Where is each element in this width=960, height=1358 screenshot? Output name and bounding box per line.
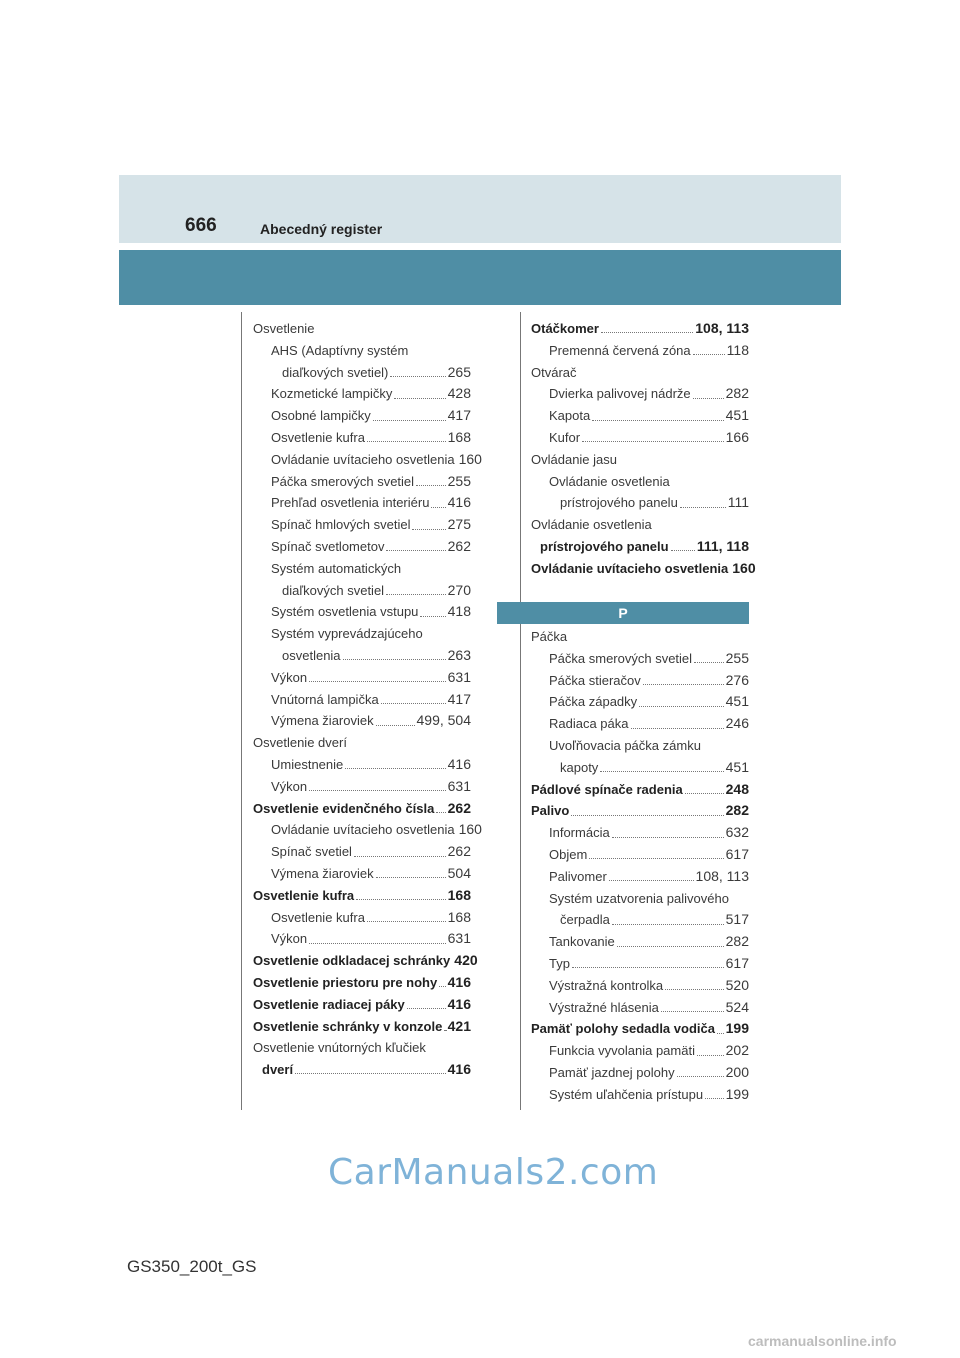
- index-entry-text: prístrojového panelu: [560, 495, 678, 511]
- index-entry-page[interactable]: 416: [447, 973, 471, 990]
- index-entry-page[interactable]: 282: [725, 385, 749, 402]
- index-entry-text: Palivo: [531, 803, 570, 819]
- index-entry: [531, 626, 749, 648]
- index-entry-page[interactable]: 108, 113: [695, 867, 749, 884]
- index-entry: [531, 1062, 749, 1084]
- index-entry: [253, 558, 471, 580]
- index-entry-page[interactable]: 248: [725, 780, 749, 797]
- dot-leader: [617, 946, 724, 947]
- dot-leader: [661, 1011, 724, 1012]
- index-entry-text: Objem: [549, 846, 588, 862]
- left-column-rule: [241, 312, 242, 1110]
- section-letter-bar: P: [497, 602, 749, 624]
- dot-leader: [412, 529, 445, 530]
- index-entry: [253, 907, 471, 929]
- index-entry-page[interactable]: 416: [447, 494, 471, 511]
- dot-leader: [309, 943, 446, 944]
- dot-leader: [572, 967, 724, 968]
- index-entry-text: Páčka: [531, 629, 568, 644]
- index-entry-page[interactable]: 420: [454, 952, 478, 969]
- dot-leader: [717, 1033, 724, 1034]
- index-entry-page[interactable]: 632: [725, 824, 749, 841]
- index-entry: [253, 841, 471, 863]
- right-index-column-bottom: [531, 626, 749, 1106]
- index-entry-text: Palivomer: [549, 868, 607, 884]
- index-entry-text: Osobné lampičky: [271, 408, 371, 424]
- dot-leader: [609, 880, 694, 881]
- dot-leader: [407, 1008, 446, 1009]
- index-entry-text: Systém uzatvorenia palivového: [549, 890, 729, 906]
- index-entry-text: Funkcia vyvolania pamäti: [549, 1043, 695, 1059]
- index-entry-text: Kufor: [549, 429, 581, 445]
- index-entry-text: Tankovanie: [549, 934, 615, 950]
- index-entry-page[interactable]: 202: [725, 1042, 749, 1059]
- index-entry-text: Systém automatických: [271, 560, 402, 576]
- watermark-text: CarManuals2.com: [328, 1152, 659, 1193]
- dot-leader: [386, 550, 445, 551]
- index-entry: [531, 691, 749, 713]
- index-entry-page[interactable]: 118: [726, 341, 749, 358]
- dot-leader: [444, 1030, 445, 1031]
- index-entry-page[interactable]: 451: [725, 407, 749, 424]
- index-entry-page[interactable]: 168: [447, 428, 471, 445]
- dot-leader: [295, 1073, 446, 1074]
- teal-banner: [119, 250, 841, 305]
- index-entry-page[interactable]: 416: [447, 1061, 471, 1078]
- index-entry: [531, 427, 749, 449]
- index-entry-page[interactable]: 255: [447, 472, 471, 489]
- dot-leader: [705, 1098, 724, 1099]
- dot-leader: [697, 1055, 724, 1056]
- dot-leader: [693, 354, 725, 355]
- index-entry: [531, 735, 749, 757]
- index-entry-text: Ovládanie uvítacieho osvetlenia: [271, 451, 455, 467]
- index-entry: [253, 362, 471, 384]
- index-entry: [253, 1016, 471, 1038]
- index-entry-text: kapoty: [560, 759, 599, 775]
- dot-leader: [367, 441, 446, 442]
- index-entry-page[interactable]: 168: [447, 886, 471, 903]
- index-entry: [253, 689, 471, 711]
- index-entry-text: Spínač hmlových svetiel: [271, 517, 411, 533]
- index-entry: [253, 994, 471, 1016]
- index-entry-page[interactable]: 262: [447, 843, 471, 860]
- index-entry: [531, 558, 756, 580]
- index-entry-text: Výmena žiaroviek: [271, 713, 374, 729]
- index-entry: [531, 909, 749, 931]
- index-entry-text: Páčka stieračov: [549, 672, 641, 688]
- dot-leader: [354, 856, 446, 857]
- index-entry-page[interactable]: 282: [725, 802, 749, 819]
- index-entry-page[interactable]: 520: [725, 976, 749, 993]
- dot-leader: [643, 684, 724, 685]
- dot-leader: [680, 507, 726, 508]
- index-entry-page[interactable]: 282: [725, 933, 749, 950]
- index-entry: [531, 1040, 749, 1062]
- index-entry-text: Osvetlenie kufra: [271, 429, 365, 445]
- index-entry-page[interactable]: 451: [725, 693, 749, 710]
- index-entry-text: Umiestnenie: [271, 756, 344, 772]
- dot-leader: [639, 706, 723, 707]
- dot-leader: [439, 986, 445, 987]
- dot-leader: [367, 921, 446, 922]
- index-entry-page[interactable]: 199: [725, 1020, 749, 1037]
- index-entry-page[interactable]: 275: [447, 516, 471, 533]
- dot-leader: [677, 1076, 724, 1077]
- index-entry-page[interactable]: 166: [725, 428, 749, 445]
- index-entry-page[interactable]: 421: [447, 1017, 471, 1034]
- dot-leader: [356, 899, 445, 900]
- index-entry: [531, 340, 749, 362]
- index-entry-text: Pamäť polohy sedadla vodiča: [531, 1021, 715, 1037]
- index-entry-text: Páčka smerových svetiel: [271, 473, 415, 489]
- index-entry: [253, 950, 478, 972]
- index-entry-text: Výstražné hlásenia: [549, 999, 659, 1015]
- dot-leader: [589, 858, 723, 859]
- index-entry-text: Prehľad osvetlenia interiéru: [271, 495, 430, 511]
- index-entry-page[interactable]: 451: [725, 758, 749, 775]
- index-entry-text: Osvetlenie priestoru pre nohy: [253, 974, 438, 990]
- index-entry: [531, 362, 749, 384]
- index-entry-text: Výmena žiaroviek: [271, 865, 374, 881]
- index-entry: [253, 601, 471, 623]
- index-entry-text: Ovládanie osvetlenia: [531, 517, 652, 533]
- index-entry: [531, 1018, 749, 1040]
- dot-leader: [693, 398, 724, 399]
- dot-leader: [436, 812, 445, 813]
- index-entry-text: Kozmetické lampičky: [271, 386, 393, 402]
- index-entry: [253, 1059, 471, 1081]
- index-entry: [531, 514, 749, 536]
- index-entry: [531, 866, 749, 888]
- index-entry: [253, 798, 471, 820]
- dot-leader: [386, 594, 446, 595]
- index-entry: [253, 863, 471, 885]
- dot-leader: [601, 332, 693, 333]
- index-entry-text: Spínač svetiel: [271, 844, 352, 860]
- right-index-column-top: [531, 318, 756, 580]
- index-entry: [531, 536, 749, 558]
- index-entry-page[interactable]: 111: [727, 494, 749, 511]
- index-entry: [253, 340, 471, 362]
- index-entry: [253, 928, 471, 950]
- dot-leader: [394, 398, 445, 399]
- index-entry-page[interactable]: 263: [447, 646, 471, 663]
- index-entry: [531, 648, 749, 670]
- index-entry-text: Výkon: [271, 931, 308, 947]
- dot-leader: [582, 441, 724, 442]
- index-entry-page[interactable]: 417: [447, 407, 471, 424]
- index-entry: [531, 383, 749, 405]
- model-code: GS350_200t_GS: [127, 1257, 257, 1276]
- dot-leader: [592, 420, 723, 421]
- index-entry: [253, 776, 471, 798]
- index-entry-text: Osvetlenie radiacej páky: [253, 996, 405, 1012]
- index-entry: [531, 931, 749, 953]
- index-entry: [253, 536, 471, 558]
- index-entry: [531, 822, 749, 844]
- index-entry-text: Spínač svetlometov: [271, 538, 385, 554]
- index-entry: [253, 667, 471, 689]
- index-entry-text: Páčka smerových svetiel: [549, 650, 693, 666]
- index-entry: [253, 710, 471, 732]
- index-entry: [253, 427, 471, 449]
- index-entry: [253, 405, 471, 427]
- index-entry-text: Vnútorná lampička: [271, 691, 379, 707]
- index-entry-page[interactable]: 617: [725, 845, 749, 862]
- index-entry: [253, 318, 471, 340]
- dot-leader: [309, 790, 446, 791]
- dot-leader: [665, 989, 723, 990]
- index-entry-page[interactable]: 428: [447, 385, 471, 402]
- index-entry: [531, 800, 749, 822]
- dot-leader: [612, 924, 724, 925]
- dot-leader: [631, 728, 724, 729]
- index-entry: [531, 713, 749, 735]
- index-entry: [253, 623, 471, 645]
- index-entry-page[interactable]: 631: [447, 777, 471, 794]
- dot-leader: [381, 703, 446, 704]
- index-entry: [531, 405, 749, 427]
- index-entry: [253, 514, 471, 536]
- index-entry: [253, 972, 471, 994]
- index-entry: [531, 318, 749, 340]
- index-entry-page[interactable]: 416: [447, 755, 471, 772]
- index-entry: [531, 953, 749, 975]
- index-entry-text: prístrojového panelu: [540, 538, 669, 554]
- dot-leader: [345, 768, 445, 769]
- index-entry-page[interactable]: 265: [447, 363, 471, 380]
- index-entry: [253, 645, 471, 667]
- dot-leader: [390, 376, 445, 377]
- index-entry-page[interactable]: 504: [447, 864, 471, 881]
- index-entry: [531, 888, 749, 910]
- index-entry-page[interactable]: 631: [447, 668, 471, 685]
- index-entry-text: Pamäť jazdnej polohy: [549, 1064, 675, 1080]
- dot-leader: [685, 793, 724, 794]
- index-entry-text: Ovládanie osvetlenia: [549, 473, 670, 489]
- index-entry-text: Uvoľňovacia páčka zámku: [549, 737, 701, 753]
- index-entry-text: diaľkových svetiel): [282, 364, 389, 380]
- index-entry: [253, 449, 482, 471]
- index-entry-page[interactable]: 262: [447, 799, 471, 816]
- index-entry-text: Ovládanie uvítacieho osvetlenia: [531, 560, 729, 576]
- page-number: 666: [185, 215, 217, 236]
- index-entry: [531, 1084, 749, 1106]
- index-entry-page[interactable]: 168: [447, 908, 471, 925]
- index-entry-text: Systém vyprevádzajúceho: [271, 626, 423, 642]
- index-entry: [253, 819, 482, 841]
- index-entry: [253, 1037, 471, 1059]
- index-entry-text: osvetlenia: [282, 647, 341, 663]
- index-entry-text: Otvárač: [531, 364, 577, 380]
- index-entry-text: Otáčkomer: [531, 321, 599, 336]
- dot-leader: [671, 550, 695, 551]
- index-entry-page[interactable]: 499, 504: [416, 712, 471, 729]
- index-entry-page[interactable]: 200: [725, 1063, 749, 1080]
- dot-leader: [600, 771, 723, 772]
- dot-leader: [416, 485, 446, 486]
- dot-leader: [571, 815, 723, 816]
- index-entry-page[interactable]: 160: [732, 559, 756, 576]
- footer-site: carmanualsonline.info: [748, 1333, 897, 1349]
- index-entry-text: Osvetlenie: [253, 321, 315, 336]
- index-entry: [253, 885, 471, 907]
- index-entry: [253, 732, 471, 754]
- header-band: [119, 175, 841, 243]
- index-entry-text: Výkon: [271, 669, 308, 685]
- index-entry: [531, 975, 749, 997]
- dot-leader: [373, 420, 446, 421]
- index-entry-page[interactable]: 111, 118: [696, 537, 749, 554]
- index-entry: [531, 779, 749, 801]
- left-index-column: [253, 318, 482, 1081]
- index-entry-page[interactable]: 517: [725, 911, 749, 928]
- index-entry-text: dverí: [262, 1062, 294, 1078]
- index-entry-text: Výstražná kontrolka: [549, 977, 664, 993]
- right-column-rule: [520, 312, 521, 1110]
- index-entry-text: diaľkových svetiel: [282, 582, 385, 598]
- index-entry-text: Osvetlenie odkladacej schránky: [253, 953, 451, 969]
- index-entry-text: Ovládanie jasu: [531, 451, 617, 467]
- index-entry: [531, 757, 749, 779]
- index-entry-text: AHS (Adaptívny systém: [271, 342, 409, 358]
- index-entry: [531, 997, 749, 1019]
- index-entry-text: Systém osvetlenia vstupu: [271, 604, 419, 620]
- index-entry: [253, 383, 471, 405]
- index-entry-page[interactable]: 416: [447, 995, 471, 1012]
- dot-leader: [694, 662, 724, 663]
- index-entry-text: Premenná červená zóna: [549, 342, 691, 358]
- index-entry-text: Pádlové spínače radenia: [531, 781, 683, 797]
- index-entry-text: Páčka západky: [549, 694, 638, 710]
- index-entry-text: Informácia: [549, 825, 610, 841]
- section-title: Abecedný register: [260, 221, 383, 237]
- index-entry-page[interactable]: 246: [725, 715, 749, 732]
- index-entry-page[interactable]: 108, 113: [695, 320, 749, 336]
- index-entry: [253, 471, 471, 493]
- index-entry: [253, 492, 471, 514]
- index-entry-text: Osvetlenie vnútorných kľučiek: [253, 1040, 426, 1056]
- index-entry-page[interactable]: 199: [725, 1085, 749, 1102]
- index-entry: [531, 670, 749, 692]
- index-entry-text: Osvetlenie dverí: [253, 735, 347, 751]
- index-entry-text: Kapota: [549, 408, 591, 424]
- index-entry-text: Osvetlenie kufra: [271, 909, 365, 925]
- dot-leader: [431, 507, 445, 508]
- index-entry-page[interactable]: 262: [447, 537, 471, 554]
- index-entry-page[interactable]: 255: [725, 649, 749, 666]
- index-entry-page[interactable]: 270: [447, 581, 471, 598]
- dot-leader: [420, 616, 445, 617]
- index-entry: [253, 580, 471, 602]
- index-entry-page[interactable]: 524: [725, 998, 749, 1015]
- dot-leader: [309, 681, 446, 682]
- dot-leader: [343, 659, 446, 660]
- index-entry-page[interactable]: 276: [725, 671, 749, 688]
- index-entry-page[interactable]: 617: [725, 954, 749, 971]
- index-entry-page[interactable]: 160: [458, 821, 482, 838]
- index-entry-page[interactable]: 418: [447, 603, 471, 620]
- index-entry-text: Výkon: [271, 778, 308, 794]
- index-entry-text: Typ: [549, 955, 570, 971]
- dot-leader: [612, 837, 724, 838]
- index-entry-page[interactable]: 160: [458, 450, 482, 467]
- index-entry: [253, 754, 471, 776]
- index-entry-text: Osvetlenie schránky v konzole: [253, 1018, 443, 1034]
- index-entry: [531, 844, 749, 866]
- dot-leader: [376, 877, 446, 878]
- index-entry-text: Ovládanie uvítacieho osvetlenia: [271, 822, 455, 838]
- index-entry: [531, 449, 749, 471]
- index-entry-text: Systém uľahčenia prístupu: [549, 1086, 704, 1102]
- index-entry-text: Osvetlenie evidenčného čísla: [253, 800, 435, 816]
- dot-leader: [376, 725, 415, 726]
- index-entry-text: Dvierka palivovej nádrže: [549, 386, 691, 402]
- index-entry-text: Radiaca páka: [549, 716, 629, 732]
- index-entry-text: Osvetlenie kufra: [253, 887, 355, 903]
- index-entry-page[interactable]: 417: [447, 690, 471, 707]
- index-entry: [531, 471, 749, 493]
- index-entry: [531, 492, 749, 514]
- index-entry-page[interactable]: 631: [447, 930, 471, 947]
- index-entry-text: čerpadla: [560, 912, 610, 928]
